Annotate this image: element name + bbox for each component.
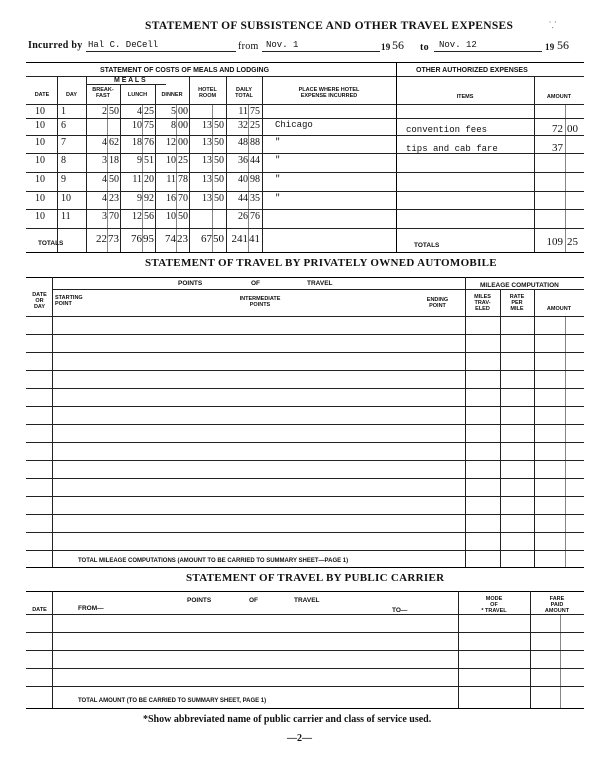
page-number: —2— [287, 733, 312, 744]
row-day: 1 [61, 106, 66, 117]
row-di_c: 78 [178, 174, 188, 185]
row-to_c: 88 [250, 137, 260, 148]
row-date: 10 [35, 120, 45, 131]
auto-col-start: STARTING POINT [55, 295, 83, 307]
auto-row-line [26, 442, 584, 443]
total-bf_c: 73 [108, 233, 119, 245]
auto-row-line [26, 388, 584, 389]
row-to_c: 98 [250, 174, 260, 185]
row-di_d: 10 [166, 211, 176, 222]
auto-section-title: STATEMENT OF TRAVEL BY PRIVATELY OWNED AUTOMOBILE [145, 257, 497, 269]
row-lu_d: 12 [132, 211, 142, 222]
row-di_d: 12 [166, 137, 176, 148]
public-col-fare: FARE PAID AMOUNT [544, 596, 570, 614]
incurred-by-value: Hal C. DeCell [88, 40, 159, 50]
row-bf_d: 4 [102, 193, 107, 204]
row-to_d: 36 [238, 155, 248, 166]
to-value: Nov. 12 [439, 40, 477, 50]
year-value-1: 56 [392, 38, 404, 52]
meals-totals-label: TOTALS [38, 240, 64, 247]
row-bf_d: 2 [102, 106, 107, 117]
row-place: " [275, 137, 281, 147]
page-title: STATEMENT OF SUBSISTENCE AND OTHER TRAVEL EXPENSES [145, 20, 514, 32]
to-label: to [420, 42, 429, 53]
row-to_d: 11 [238, 106, 248, 117]
row-lu_d: 4 [137, 106, 142, 117]
auto-points-label: POINTS [178, 280, 203, 287]
row-lu_c: 92 [144, 193, 154, 204]
col-hotel-room: HOTEL ROOM [198, 87, 217, 99]
other-item-1: convention fees [406, 125, 488, 135]
auto-row-line [26, 460, 584, 461]
year-value-2: 56 [557, 38, 569, 52]
auto-travel-label: TRAVEL [307, 280, 333, 287]
row-ho_c: 50 [214, 174, 224, 185]
auto-row-line [26, 478, 584, 479]
row-lu_d: 11 [132, 174, 142, 185]
row-ho_d: 13 [202, 155, 212, 166]
row-place: Chicago [275, 120, 313, 130]
auto-row-line [26, 352, 584, 353]
row-place: " [275, 174, 281, 184]
row-bf_c: 23 [109, 193, 119, 204]
total-lu_d: 76 [131, 233, 142, 245]
row-bf_c: 18 [109, 155, 119, 166]
other-amount-2-dollars: 37 [552, 142, 563, 154]
mileage-label: MILEAGE COMPUTATION [480, 282, 559, 289]
col-day: DAY [65, 92, 78, 98]
row-date: 10 [35, 193, 45, 204]
row-di_d: 5 [171, 106, 176, 117]
row-to_c: 35 [250, 193, 260, 204]
row-di_c: 25 [178, 155, 188, 166]
row-di_d: 8 [171, 120, 176, 131]
row-to_d: 32 [238, 120, 248, 131]
row-to_d: 48 [238, 137, 248, 148]
row-lu_c: 20 [144, 174, 154, 185]
row-date: 10 [35, 174, 45, 185]
col-lunch: LUNCH [127, 92, 148, 98]
row-bf_d: 4 [102, 137, 107, 148]
auto-row-line [26, 514, 584, 515]
public-col-to: TO— [392, 607, 408, 614]
auto-col-date: DATE OR DAY [32, 292, 47, 310]
other-amount-1-dollars: 72 [552, 123, 563, 135]
public-points-label: POINTS [187, 597, 212, 604]
row-ho_c: 50 [214, 193, 224, 204]
col-breakfast: BREAK- FAST [92, 87, 114, 99]
row-bf_c: 62 [109, 137, 119, 148]
col-date: DATE [34, 92, 50, 98]
total-ho_d: 67 [201, 233, 212, 245]
row-ho_d: 13 [202, 137, 212, 148]
col-place: PLACE WHERE HOTEL EXPENSE INCURRED [298, 87, 360, 99]
row-bf_d: 3 [102, 155, 107, 166]
auto-row-line [26, 496, 584, 497]
row-ho_d: 13 [202, 174, 212, 185]
row-date: 10 [35, 211, 45, 222]
from-line [262, 51, 380, 52]
auto-row-line [26, 424, 584, 425]
total-di_d: 74 [165, 233, 176, 245]
auto-row-line [26, 406, 584, 407]
public-col-date: DATE [32, 607, 47, 613]
total-to_d: 241 [231, 233, 248, 245]
total-di_c: 23 [177, 233, 188, 245]
row-bf_d: 3 [102, 211, 107, 222]
row-lu_d: 10 [132, 120, 142, 131]
total-bf_d: 22 [96, 233, 107, 245]
row-to_c: 75 [250, 106, 260, 117]
row-bf_c: 50 [109, 106, 119, 117]
meals-section-title: STATEMENT OF COSTS OF MEALS AND LODGING [100, 67, 270, 74]
row-to_c: 44 [250, 155, 260, 166]
row-to_d: 44 [238, 193, 248, 204]
auto-col-intermediate: INTERMEDIATE POINTS [239, 296, 281, 308]
other-amount-1-cents: 00 [567, 123, 578, 135]
total-to_c: 41 [249, 233, 260, 245]
row-bf_c: 50 [109, 174, 119, 185]
row-ho_d: 13 [202, 193, 212, 204]
row-to_c: 76 [250, 211, 260, 222]
incurred-by-label: Incurred by [28, 40, 83, 51]
row-ho_c: 50 [214, 137, 224, 148]
incurred-by-line [86, 51, 236, 52]
row-place: " [275, 155, 281, 165]
row-di_c: 50 [178, 211, 188, 222]
auto-col-ending: ENDING POINT [426, 297, 449, 309]
public-travel-label: TRAVEL [294, 597, 320, 604]
from-label: from [238, 41, 259, 52]
auto-row-line [26, 550, 584, 551]
row-to_c: 25 [250, 120, 260, 131]
total-ho_c: 50 [213, 233, 224, 245]
public-col-from: FROM— [78, 605, 104, 612]
row-di_d: 11 [166, 174, 176, 185]
row-bf_c: 70 [109, 211, 119, 222]
footnote: *Show abbreviated name of public carrier and class of service used. [143, 714, 432, 725]
col-amount: AMOUNT [546, 94, 572, 100]
row-di_c: 00 [178, 106, 188, 117]
row-day: 9 [61, 174, 66, 185]
row-di_d: 10 [166, 155, 176, 166]
auto-col-rate: RATE PER MILE [509, 294, 525, 312]
row-day: 8 [61, 155, 66, 166]
corner-mark: ⸪ [549, 20, 557, 30]
other-total-dollars: 109 [546, 236, 563, 248]
year-prefix-2: 19 [545, 42, 555, 52]
col-dinner: DINNER [161, 92, 183, 98]
to-line [434, 51, 542, 52]
row-to_d: 40 [238, 174, 248, 185]
row-lu_d: 9 [137, 193, 142, 204]
from-value: Nov. 1 [266, 40, 299, 50]
row-di_c: 00 [178, 120, 188, 131]
other-totals-label: TOTALS [414, 242, 440, 249]
col-daily-total: DAILY TOTAL [235, 87, 253, 99]
other-total-cents: 25 [567, 236, 578, 248]
year-prefix-1: 19 [381, 42, 391, 52]
total-lu_c: 95 [143, 233, 154, 245]
row-lu_d: 9 [137, 155, 142, 166]
meals-label: M E A L S [114, 77, 146, 84]
auto-footer: TOTAL MILEAGE COMPUTATIONS (AMOUNT TO BE CARRIED TO SUMMARY SHEET—PAGE 1) [78, 558, 349, 564]
row-lu_c: 25 [144, 106, 154, 117]
row-date: 10 [35, 106, 45, 117]
row-bf_d: 4 [102, 174, 107, 185]
col-items: ITEMS [456, 94, 474, 100]
row-date: 10 [35, 137, 45, 148]
other-expenses-title: OTHER AUTHORIZED EXPENSES [416, 67, 528, 74]
row-place: " [275, 193, 281, 203]
row-day: 11 [61, 211, 71, 222]
row-day: 10 [61, 193, 71, 204]
row-to_d: 26 [238, 211, 248, 222]
row-day: 7 [61, 137, 66, 148]
row-lu_c: 75 [144, 120, 154, 131]
public-section-title: STATEMENT OF TRAVEL BY PUBLIC CARRIER [186, 572, 445, 584]
row-lu_c: 56 [144, 211, 154, 222]
auto-col-amount: AMOUNT [546, 306, 572, 312]
row-di_c: 70 [178, 193, 188, 204]
public-footer: TOTAL AMOUNT (TO BE CARRIED TO SUMMARY SHEET, PAGE 1) [78, 698, 267, 704]
auto-row-line [26, 532, 584, 533]
row-di_c: 00 [178, 137, 188, 148]
row-day: 6 [61, 120, 66, 131]
public-of-label: OF [249, 597, 259, 604]
row-lu_c: 51 [144, 155, 154, 166]
row-di_d: 16 [166, 193, 176, 204]
row-date: 10 [35, 155, 45, 166]
auto-of-label: OF [251, 280, 261, 287]
auto-row-line [26, 370, 584, 371]
row-lu_d: 18 [132, 137, 142, 148]
public-col-mode: MODE OF * TRAVEL [481, 596, 507, 614]
row-ho_d: 13 [202, 120, 212, 131]
other-item-2: tips and cab fare [406, 144, 498, 154]
row-lu_c: 76 [144, 137, 154, 148]
row-ho_c: 50 [214, 155, 224, 166]
row-ho_c: 50 [214, 120, 224, 131]
auto-col-miles: MILES TRAV- ELED [474, 294, 491, 312]
auto-row-line [26, 334, 584, 335]
